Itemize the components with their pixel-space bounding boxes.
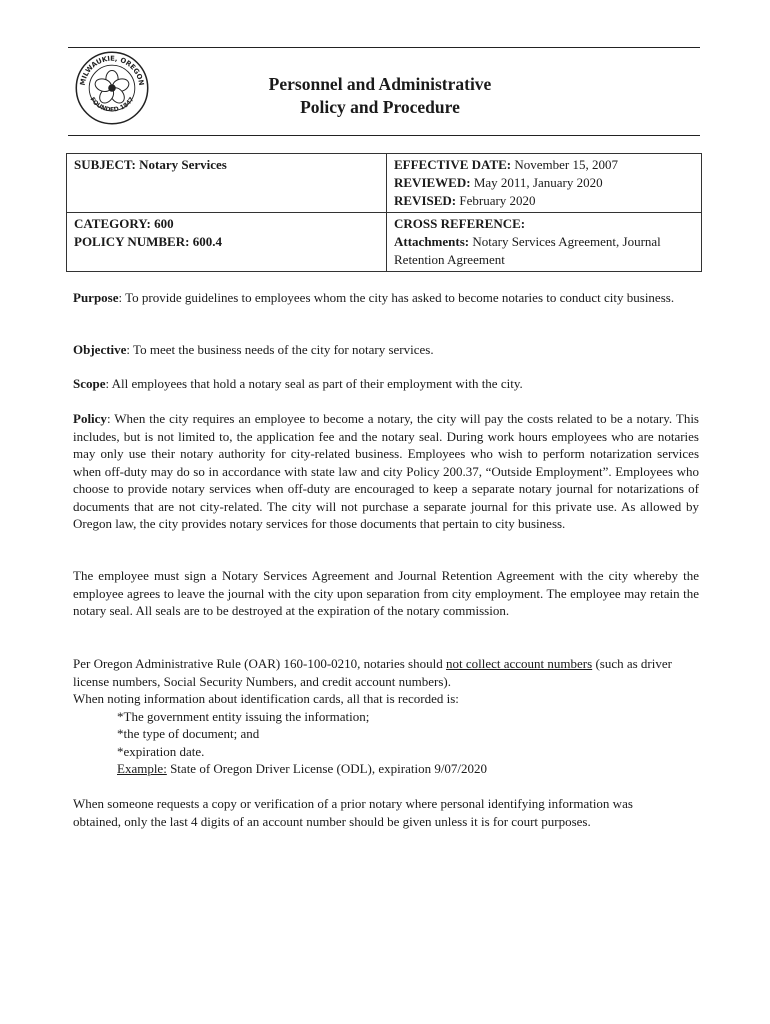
purpose-label: Purpose (73, 290, 119, 305)
example-text: State of Oregon Driver License (ODL), expiration 9/07/2020 (166, 761, 488, 776)
agreement-paragraph: The employee must sign a Notary Services Agreement and Journal Retention Agreement with the city whereby the employee agrees to leave the journal with the city upon separation from city employment. The employee may retain the notary seal. All seals are to be destroyed at the expiration of the notary commission. (73, 568, 699, 618)
city-seal-logo (74, 50, 150, 126)
category-cell (67, 213, 387, 272)
revised-label: REVISED: (394, 193, 457, 208)
reviewed-value: May 2011, January 2020 (473, 175, 603, 190)
scope-paragraph (73, 375, 699, 393)
copy-request-paragraph: When someone requests a copy or verification of a prior notary where personal identifying information was obtained, only the last 4 digits of an account number should be given unless it is for court purposes. (73, 796, 633, 829)
subject-cell (67, 154, 387, 213)
oar-rest: (such as driver license numbers, Social Security Numbers, and credit account numbers). (73, 656, 672, 689)
subject-label: SUBJECT: (74, 157, 136, 172)
objective-text: : To meet the business needs of the city for notary services. (126, 342, 434, 357)
attachments-value: Notary Services Agreement, Journal Retention Agreement (394, 234, 661, 267)
top-divider (68, 47, 700, 48)
cross-reference-label: CROSS REFERENCE: (394, 216, 526, 231)
oar-paragraph (73, 655, 699, 778)
oar-underlined-text: not collect account numbers (445, 656, 593, 671)
subject-value: Notary Services (139, 157, 227, 172)
purpose-text: : To provide guidelines to employees whom the city has asked to become notaries to conduct city business. (118, 290, 675, 305)
scope-label: Scope (73, 376, 106, 391)
purpose-paragraph (73, 289, 699, 307)
example-label: Example: (117, 761, 167, 776)
objective-label: Objective (73, 342, 127, 357)
page-title-line-1: Personnel and Administrative (268, 74, 492, 94)
cross-reference-cell (387, 213, 702, 272)
objective-paragraph (73, 341, 699, 359)
list-item: *expiration date. (117, 743, 205, 759)
example-line (117, 760, 699, 778)
policy-number-label: POLICY NUMBER: (74, 234, 190, 249)
policy-paragraph (73, 410, 699, 533)
category-label: CATEGORY: (74, 216, 151, 231)
list-item: *The government entity issuing the information; (117, 708, 370, 724)
oar-intro: Per Oregon Administrative Rule (OAR) 160-100-0210, notaries should (73, 656, 446, 671)
dates-cell (387, 154, 702, 213)
header-divider (68, 135, 700, 136)
reviewed-label: REVIEWED: (394, 175, 471, 190)
list-item: *the type of document; and (117, 726, 260, 741)
recorded-info-list (73, 708, 699, 778)
page-title-line-2: Policy and Procedure (300, 97, 460, 117)
attachments-label: Attachments: (394, 234, 470, 249)
policy-number-value: 600.4 (192, 234, 222, 249)
policy-label: Policy (73, 411, 107, 426)
oar-line-2: When noting information about identification cards, all that is recorded is: (73, 691, 459, 706)
svg-text:MILWAUKIE, OREGON: MILWAUKIE, OREGON (78, 54, 146, 87)
scope-text: : All employees that hold a notary seal as part of their employment with the city. (105, 376, 523, 391)
svg-text:FOUNDED 1847: FOUNDED 1847 (88, 96, 136, 114)
category-value: 600 (154, 216, 174, 231)
policy-info-table (66, 153, 702, 272)
effective-date-value: November 15, 2007 (514, 157, 619, 172)
effective-date-label: EFFECTIVE DATE: (394, 157, 512, 172)
revised-value: February 2020 (459, 193, 536, 208)
policy-text: : When the city requires an employee to become a notary, the city will pay the costs related to be a notary. This includes, but is not limited to, the application fee and the notary seal. During work hours employees who are notaries may only use their notary authority for city-related business. Employees who wish to perform notarization services when off-duty may do so in accordance with state law and city Policy 200.37, “Outside Employment”. Employees who choose to provide notary services when off-duty are encouraged to keep a separate notary journal for notarizations of documents that are not city-related. The city will not purchase a separate journal for this private use. As allowed by Oregon law, the city provides notary services for those documents that pertain to city business. (73, 411, 699, 531)
